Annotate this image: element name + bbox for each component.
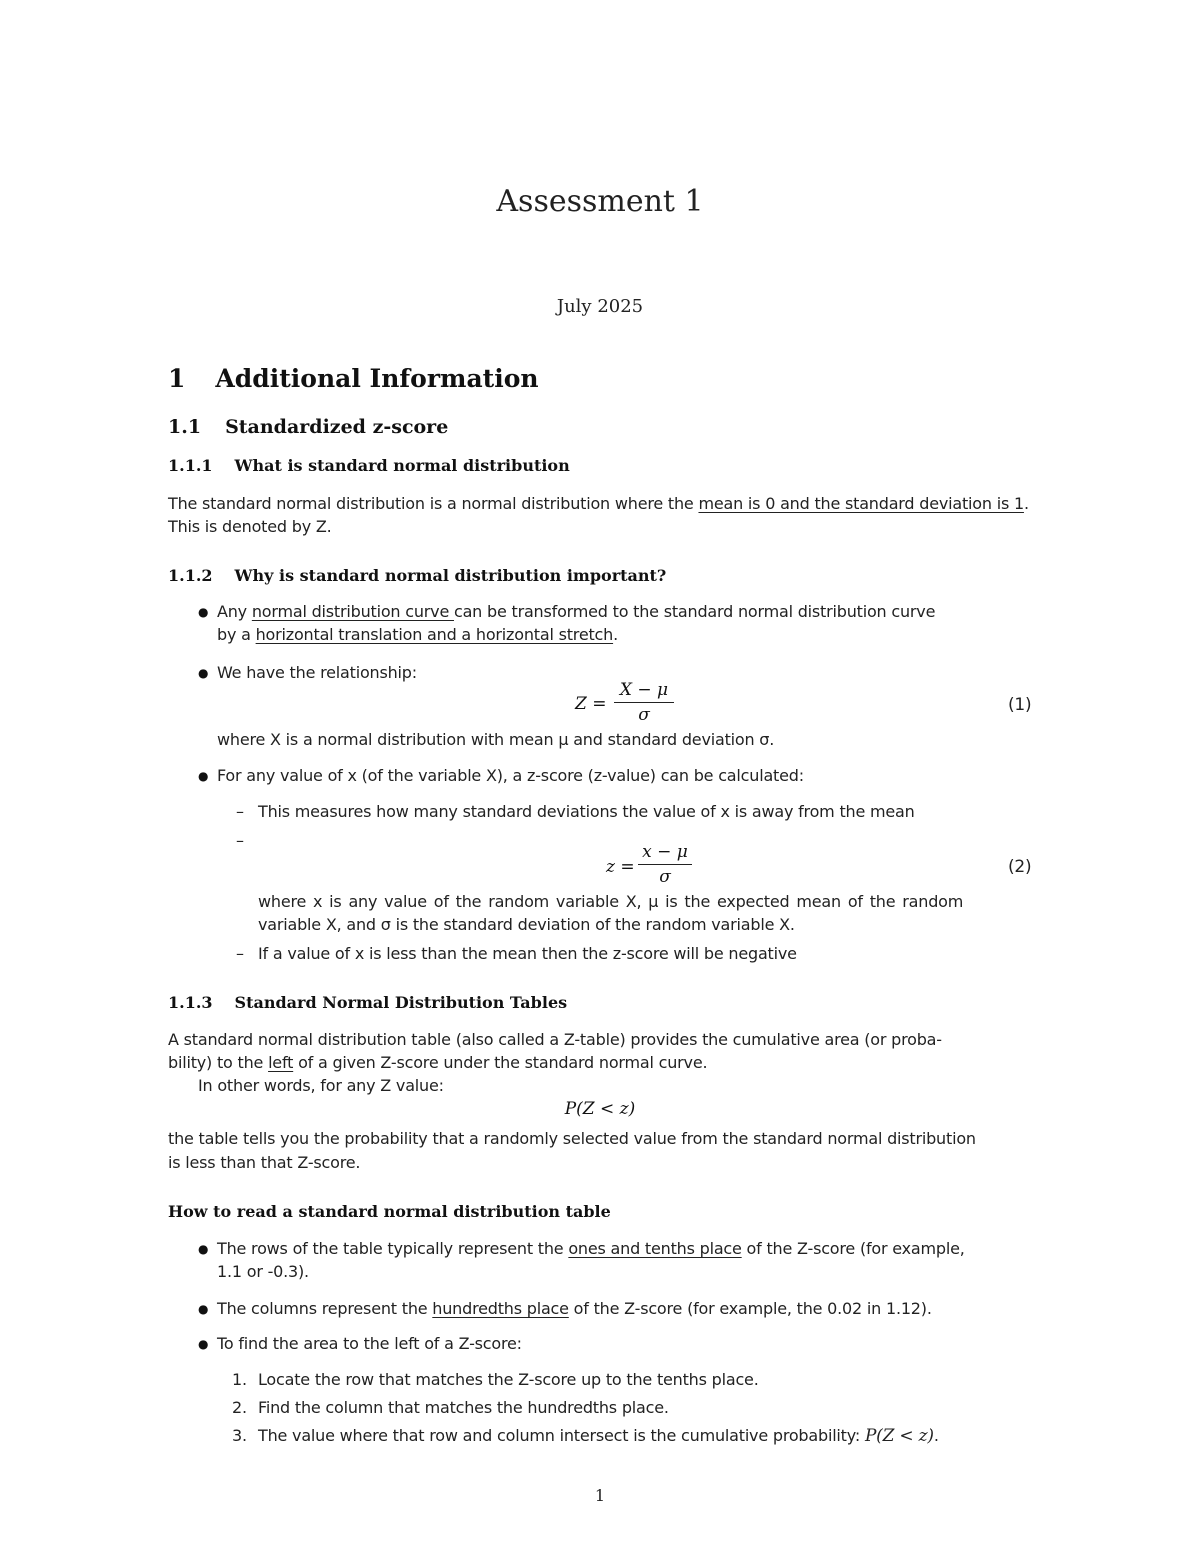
bullet-text-continued	[217, 625, 618, 644]
text: The value where that row and column intersect is the cumulative probability:	[258, 1426, 865, 1445]
subsubsection-number: 1.1.2	[168, 566, 213, 585]
equation-2-fraction	[638, 842, 692, 887]
section-heading	[168, 364, 539, 393]
text: .	[1023, 494, 1029, 513]
subsection-heading	[168, 416, 448, 438]
step-text	[258, 1426, 939, 1446]
equation-1-denominator: σ	[638, 705, 650, 725]
equation-1-lhs: Z =	[575, 694, 607, 714]
paragraph-denoted: This is denoted by Z.	[168, 517, 332, 536]
equation-1-fraction	[614, 680, 674, 725]
bullet-icon: ●	[198, 769, 209, 783]
dash-item-text: If a value of x is less than the mean then the z-score will be negative	[258, 944, 797, 963]
text: by a	[217, 625, 256, 644]
underlined-text: normal distribution curve	[251, 602, 454, 621]
bullet-icon: ●	[198, 1302, 209, 1316]
paragraph-heading: How to read a standard normal distribution table	[168, 1202, 611, 1221]
text: Any	[217, 602, 252, 621]
underlined-text: hundredths place	[432, 1299, 569, 1318]
page-number: 1	[594, 1486, 606, 1505]
dash-icon: –	[236, 944, 244, 963]
subsubsection-number: 1.1.1	[168, 456, 213, 475]
equation-2-lhs: z =	[606, 857, 635, 877]
underlined-text: ones and tenths place	[568, 1239, 742, 1258]
text: of a given Z-score under the standard normal curve.	[293, 1053, 708, 1072]
bullet-text-continued: 1.1 or -0.3).	[217, 1262, 309, 1281]
underlined-text: left	[268, 1053, 294, 1072]
section-number: 1	[168, 364, 186, 393]
fraction-bar	[614, 702, 674, 703]
bullet-icon: ●	[198, 666, 209, 680]
dash-icon: –	[236, 802, 244, 821]
subsection-title: Standardized z-score	[225, 416, 449, 438]
equation-2-label: (2)	[1008, 857, 1032, 877]
text: .	[933, 1426, 939, 1445]
equation-2-explanation: where x is any value of the random variable X, μ is the expected mean of the random	[258, 892, 964, 911]
paragraph-table-tells: the table tells you the probability that a randomly selected value from the standard normal distribution	[168, 1129, 976, 1148]
text: of the Z-score (for example,	[741, 1239, 965, 1258]
paragraph-table-tells-continued: is less than that Z-score.	[168, 1153, 361, 1172]
paragraph-definition	[168, 494, 1029, 513]
text: The rows of the table typically represent the	[217, 1239, 569, 1258]
subsubsection-heading-1	[168, 456, 570, 475]
inline-math: P(Z < z)	[864, 1426, 934, 1446]
bullet-text	[217, 1299, 932, 1318]
equation-probability: P(Z < z)	[564, 1099, 636, 1119]
paragraph-ztable: A standard normal distribution table (also called a Z-table) provides the cumulative area (or proba-	[168, 1030, 942, 1049]
underlined-text: horizontal translation and a horizontal stretch	[255, 625, 614, 644]
bullet-icon: ●	[198, 1337, 209, 1351]
subsubsection-heading-2	[168, 566, 666, 585]
subsubsection-title: Standard Normal Distribution Tables	[234, 993, 568, 1012]
bullet-text	[217, 1239, 965, 1258]
step-number: 2.	[232, 1398, 247, 1417]
text: of the Z-score (for example, the 0.02 in 1.12).	[568, 1299, 932, 1318]
equation-2-explanation-continued: variable X, and σ is the standard deviation of the random variable X.	[258, 915, 795, 934]
equation-2-numerator: x − μ	[642, 842, 688, 862]
text: can be transformed to the standard normal distribution curve	[453, 602, 936, 621]
equation-1-label: (1)	[1008, 695, 1032, 715]
text: The standard normal distribution is a normal distribution where the	[168, 494, 699, 513]
bullet-icon: ●	[198, 605, 209, 619]
step-number: 3.	[232, 1426, 247, 1445]
underlined-text: mean is 0 and the standard deviation is 1	[698, 494, 1024, 513]
bullet-icon: ●	[198, 1242, 209, 1256]
step-text: Find the column that matches the hundredths place.	[258, 1398, 669, 1417]
subsubsection-number: 1.1.3	[168, 993, 213, 1012]
paragraph-ztable-continued	[168, 1053, 707, 1072]
document-title: Assessment 1	[496, 184, 704, 219]
bullet-text	[217, 602, 935, 621]
dash-item-text: This measures how many standard deviations the value of x is away from the mean	[258, 802, 915, 821]
text: bility) to the	[168, 1053, 269, 1072]
section-title: Additional Information	[215, 364, 539, 393]
subsubsection-title: What is standard normal distribution	[234, 456, 570, 475]
fraction-bar	[638, 864, 692, 865]
paragraph-other-words: In other words, for any Z value:	[198, 1076, 444, 1095]
document-date: July 2025	[556, 296, 644, 317]
equation-2-denominator: σ	[659, 867, 671, 887]
bullet-text: We have the relationship:	[217, 663, 417, 682]
text: .	[613, 625, 618, 644]
text: The columns represent the	[217, 1299, 433, 1318]
subsection-number: 1.1	[168, 416, 202, 438]
bullet-text: To find the area to the left of a Z-score:	[217, 1334, 522, 1353]
equation-1-numerator: X − μ	[619, 680, 669, 700]
step-number: 1.	[232, 1370, 247, 1389]
dash-icon: –	[236, 831, 244, 850]
subsubsection-heading-3	[168, 993, 567, 1012]
bullet-text: For any value of x (of the variable X), a z-score (z-value) can be calculated:	[217, 766, 804, 785]
step-text: Locate the row that matches the Z-score up to the tenths place.	[258, 1370, 759, 1389]
equation-1-explanation: where X is a normal distribution with mean μ and standard deviation σ.	[217, 730, 775, 749]
subsubsection-title: Why is standard normal distribution important?	[234, 566, 667, 585]
